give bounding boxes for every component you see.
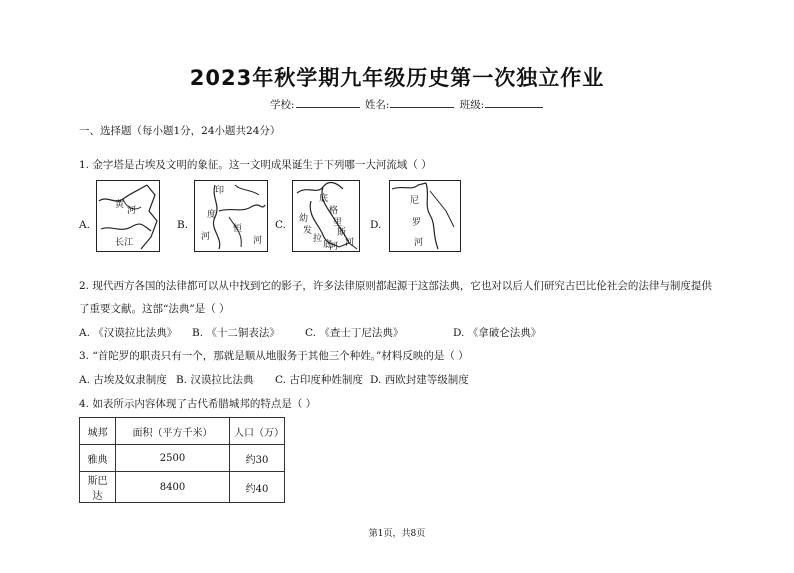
name-blank[interactable] bbox=[390, 98, 454, 108]
map-c-label-di2: 底 bbox=[323, 240, 333, 250]
map-a-label-he: 河 bbox=[127, 206, 137, 216]
table-cell: 约40 bbox=[230, 472, 285, 503]
q1-option-c[interactable]: C. bbox=[275, 219, 286, 231]
table-header-cell: 人口（万） bbox=[230, 418, 285, 445]
q1-stem: 1. 金字塔是古埃及文明的象征。这一文明成果诞生于下列哪一大河流域（ ） bbox=[79, 159, 432, 171]
page-footer: 第1页，共8页 bbox=[368, 529, 426, 539]
map-a-label-changjiang: 长江 bbox=[115, 238, 134, 248]
map-b-indus-ganges bbox=[194, 180, 268, 252]
school-blank[interactable] bbox=[296, 98, 360, 108]
map-b-label-yin: 印 bbox=[215, 186, 225, 196]
q3-option-c[interactable]: C. 古印度种姓制度 bbox=[275, 374, 363, 386]
q4-stem: 4. 如表所示内容体现了古代希腊城邦的特点是（ ） bbox=[79, 398, 317, 410]
class-label: 班级: bbox=[459, 99, 485, 111]
table-header-cell: 面积（平方千米） bbox=[116, 418, 230, 445]
map-b-label-heng: 恒 bbox=[233, 224, 243, 234]
section-heading: 一、选择题（每小题1分，24小题共24分） bbox=[79, 125, 281, 137]
map-c-label-ge: 格 bbox=[329, 206, 339, 216]
q3-option-d[interactable]: D. 西欧封建等级制度 bbox=[370, 374, 469, 386]
table-header-cell: 城邦 bbox=[80, 418, 116, 445]
q1-option-d[interactable]: D. bbox=[370, 219, 382, 231]
table-row bbox=[80, 445, 285, 472]
map-c-label-si: 斯 bbox=[337, 228, 347, 238]
class-blank[interactable] bbox=[485, 98, 543, 108]
q2-stem-line1: 2. 现代西方各国的法律都可以从中找到它的影子，许多法律原则都起源于这部法典，它也对以后人们研究古巴比伦社会的法律与制度提供 bbox=[79, 280, 712, 292]
map-c-label-li: 里 bbox=[333, 218, 343, 228]
q3-stem: 3. “首陀罗的职责只有一个，那就是顺从地服务于其他三个种姓。”材料反映的是（ ） bbox=[79, 350, 469, 362]
table-cell: 8400 bbox=[116, 472, 230, 503]
q2-option-d[interactable]: D. 《拿破仑法典》 bbox=[453, 327, 542, 339]
q3-option-b[interactable]: B. 汉谟拉比法典 bbox=[176, 374, 254, 386]
table-header-row bbox=[80, 418, 285, 445]
map-c-label-la: 拉 bbox=[313, 234, 323, 244]
name-label: 姓名: bbox=[364, 99, 390, 111]
map-c-label-fa: 发 bbox=[303, 226, 313, 236]
page-title: 2023年秋学期九年级历史第一次独立作业 bbox=[189, 66, 605, 90]
map-d-label-luo: 罗 bbox=[412, 218, 422, 228]
map-b-label-he2: 河 bbox=[253, 236, 263, 246]
student-info-fields bbox=[270, 97, 545, 112]
table-row bbox=[80, 472, 285, 503]
map-d-label-ni: 尼 bbox=[410, 196, 420, 206]
table-cell: 约30 bbox=[230, 445, 285, 472]
q2-option-c[interactable]: C. 《查士丁尼法典》 bbox=[305, 327, 404, 339]
map-d-nile bbox=[389, 180, 461, 252]
q2-option-b[interactable]: B. 《十二铜表法》 bbox=[192, 327, 280, 339]
q1-option-a[interactable]: A. bbox=[79, 219, 90, 231]
map-c-label-he1: 河 bbox=[345, 238, 355, 248]
q2-option-a[interactable]: A. 《汉谟拉比法典》 bbox=[79, 327, 178, 339]
map-d-label-he: 河 bbox=[414, 238, 424, 248]
map-c-label-di1: 底 bbox=[319, 194, 329, 204]
school-label: 学校: bbox=[270, 99, 295, 111]
map-c-label-he2: 河 bbox=[329, 242, 339, 252]
table-cell: 斯巴达 bbox=[80, 472, 116, 503]
map-a-yellow-yangtze bbox=[96, 180, 160, 252]
map-b-label-du: 度 bbox=[207, 210, 217, 220]
q2-stem-line2: 了重要文献。这部“法典”是（ ） bbox=[79, 303, 230, 315]
q1-option-b[interactable]: B. bbox=[177, 219, 189, 231]
q3-option-a[interactable]: A. 古埃及奴隶制度 bbox=[79, 374, 167, 386]
map-c-label-you: 幼 bbox=[299, 214, 309, 224]
table-cell: 2500 bbox=[116, 445, 230, 472]
city-state-table bbox=[79, 417, 285, 503]
map-c-tigris-euphrates bbox=[292, 180, 360, 252]
map-b-label-he1: 河 bbox=[201, 232, 211, 242]
table-cell: 雅典 bbox=[80, 445, 116, 472]
map-a-label-huang: 黄 bbox=[115, 200, 125, 210]
